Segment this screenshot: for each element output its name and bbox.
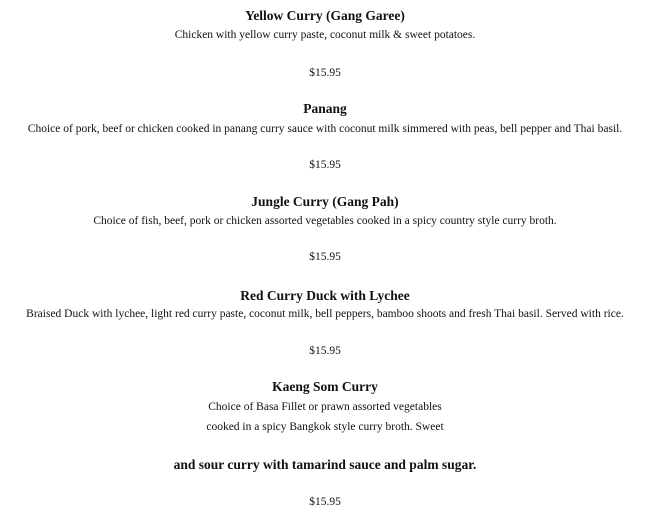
menu-item-price: $15.95	[309, 251, 341, 263]
menu-item-price: $15.95	[309, 345, 341, 357]
menu-item-name: Kaeng Som Curry	[272, 379, 378, 394]
menu-item-description: Choice of fish, beef, pork or chicken assorted vegetables cooked in a spicy country style curry broth.	[93, 215, 557, 227]
menu-item-price: $15.95	[309, 159, 341, 171]
menu-item-price: $15.95	[309, 67, 341, 79]
menu-item-description: Choice of Basa Fillet or prawn assorted vegetables	[208, 401, 442, 413]
menu-item-description: Braised Duck with lychee, light red curry paste, coconut milk, bell peppers, bamboo shoots and fresh Thai basil. Served with rice.	[26, 308, 624, 320]
menu-item-name: Red Curry Duck with Lychee	[240, 288, 410, 303]
menu-item-description: and sour curry with tamarind sauce and palm sugar.	[173, 457, 477, 472]
menu-item-description: cooked in a spicy Bangkok style curry broth. Sweet	[206, 421, 444, 433]
menu-item-price: $15.95	[309, 496, 341, 508]
menu-item-description: Choice of pork, beef or chicken cooked in panang curry sauce with coconut milk simmered with peas, bell pepper and Thai basil.	[27, 123, 623, 135]
menu-item-description: Chicken with yellow curry paste, coconut milk & sweet potatoes.	[174, 29, 476, 41]
menu-item-name: Yellow Curry (Gang Garee)	[245, 8, 405, 23]
menu-item-name: Panang	[303, 101, 347, 116]
menu-item-name: Jungle Curry (Gang Pah)	[251, 194, 399, 209]
